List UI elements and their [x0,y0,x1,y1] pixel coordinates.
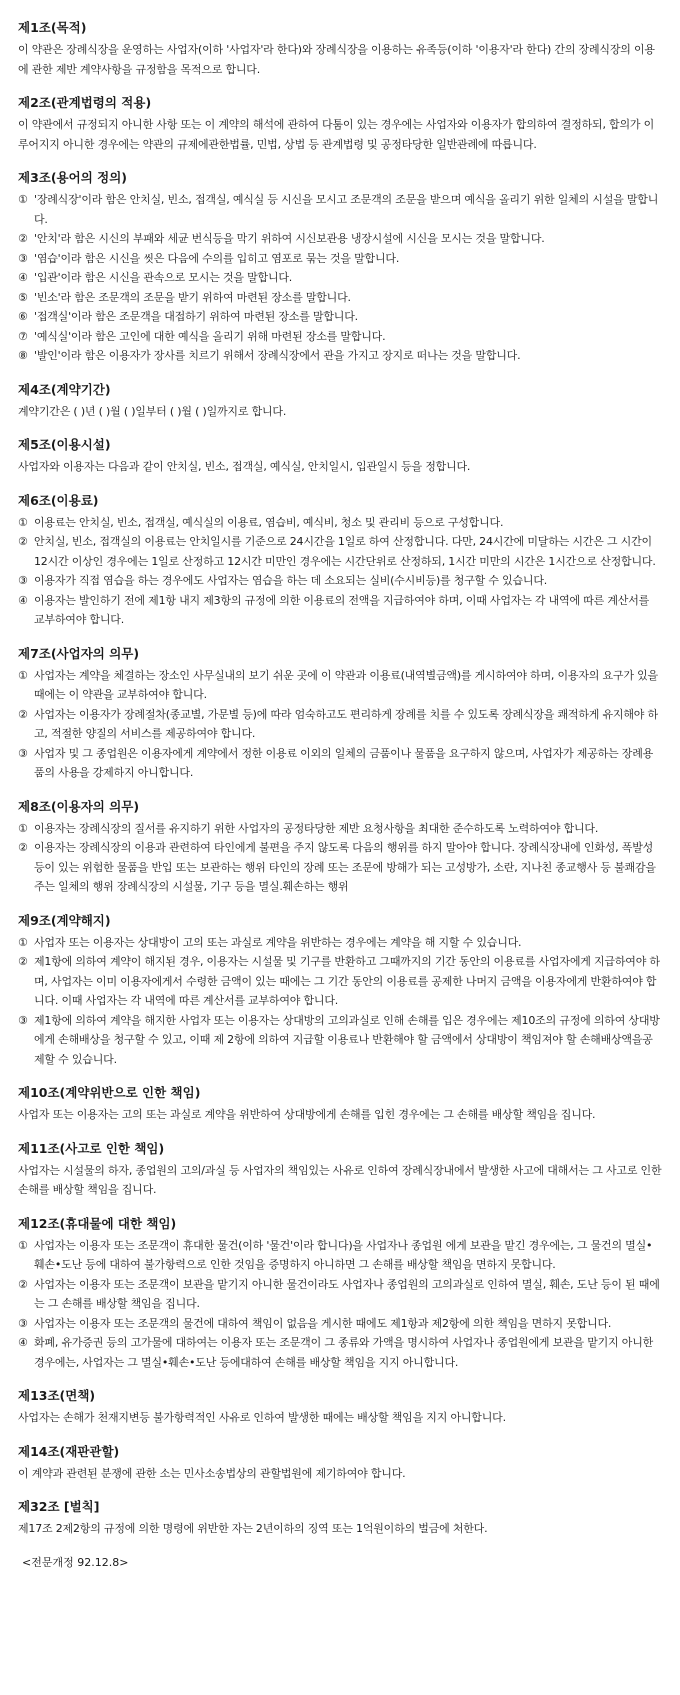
article-section [18,18,662,79]
article-title: 제8조(이용자의 의무) [18,798,140,814]
article-clause [18,819,662,839]
clause-text: 제1항에 의하여 계약이 해지된 경우, 이용자는 시설물 및 기구를 반환하고 그때까지의 기간 동안의 이용료를 사업자에게 지급하여야 하며, 사업자는 이미 이용자에게서 수령한 금액이 있는 때에는 그 기간 동안의 이용료를 공제한 나머지 금액을 이용자에게 반환하여야 합니다. 이때 사업자는 각 내역에 따른 계산서를 교부하여야 합니다. [34,955,660,1007]
article-paragraph: 이 약관은 장례식장을 운영하는 사업자(이하 '사업자'라 한다)와 장례식장을 이용하는 유족등(이하 '이용자'라 한다) 간의 장례식장의 이용에 관한 제반 계약사항을 규정함을 목적으로 합니다. [18,43,655,76]
clause-number: ⑤ [18,290,28,304]
clause-number: ① [18,668,28,682]
article-paragraph: 제17조 2제2항의 규정에 의한 명령에 위반한 자는 2년이하의 징역 또는 1억원이하의 벌금에 처한다. [18,1522,488,1535]
article-title: 제6조(이용료) [18,492,99,508]
clause-number: ② [18,535,28,548]
clause-text: 사업자는 이용자 또는 조문객이 휴대한 물건(이하 '물건'이라 합니다)을 사업자나 종업원 에게 보관을 맡긴 경우에는, 그 물건의 멸실•훼손•도난 등에 대하여 불가항력으로 인한 것임을 증명하지 아니하면 그 손해를 배상할 책임을 면하지 못합니다. [34,1238,653,1271]
article-title: 제9조(계약해지) [18,912,111,928]
article-paragraph: 이 계약과 관련된 분쟁에 관한 소는 민사소송법상의 관할법원에 제기하여야 합니다. [18,1466,406,1480]
article-section [18,797,662,897]
article-clause [18,346,662,366]
article-clause [18,268,662,288]
article-section [18,435,662,477]
clause-number: ② [18,1277,28,1291]
article-clause [18,1011,662,1070]
clause-text: '장례식장'이라 함은 안치실, 빈소, 접객실, 예식실 등 시신을 모시고 조문객의 조문을 받으며 예식을 올리기 위한 일체의 시설을 말합니다. [34,193,659,226]
clause-text: 이용자가 직접 염습을 하는 경우에도 사업자는 염습을 하는 데 소요되는 실비(수시비등)를 청구할 수 있습니다. [34,574,548,587]
clause-text: 안치실, 빈소, 접객실의 이용료는 안치일시를 기준으로 24시간을 1일로 하여 산정합니다. 다만, 24시간에 미달하는 시간은 그 시간이 12시간 이상인 경우에는 1일로 산정하고 12시간 미만인 경우에는 시간단위로 산정하되, 1시간 미만의 시간은 1시간으로 산정합니다. [34,535,656,568]
article-title: 제12조(휴대물에 대한 책임) [18,1215,177,1231]
clause-number: ① [18,1238,28,1252]
article-section [18,168,662,366]
article-section [18,93,662,154]
article-section [18,644,662,783]
article-clause [18,591,662,630]
revision-note: <전문개정 92.12.8> [22,1555,129,1569]
clause-text: '입관'이라 함은 시신을 관속으로 모시는 것을 말합니다. [34,271,293,284]
article-title: 제14조(재판관할) [18,1443,120,1459]
article-title: 제7조(사업자의 의무) [18,645,140,661]
article-paragraph: 사업자와 이용자는 다음과 같이 안치실, 빈소, 접객실, 예식실, 안치일시, 입관일시 등을 정합니다. [18,460,471,473]
article-clause [18,571,662,591]
article-clause [18,229,662,249]
article-section [18,911,662,1070]
article-paragraph: 계약기간은 ( )년 ( )월 ( )일부터 ( )월 ( )일까지로 합니다. [18,404,287,418]
article-clause [18,1333,662,1372]
clause-number: ⑧ [18,349,28,362]
article-section [18,1386,662,1428]
clause-number: ④ [18,1336,28,1349]
clause-text: '빈소'라 함은 조문객의 조문을 받기 위하여 마련된 장소를 말합니다. [34,290,351,304]
article-section [18,1214,662,1373]
article-title: 제5조(이용시설) [18,437,111,452]
article-clause [18,1314,662,1334]
article-section [18,380,662,422]
clause-number: ③ [18,1316,28,1330]
clause-number: ② [18,841,28,854]
article-paragraph: 사업자는 손해가 천재지변등 불가항력적인 사유로 인하여 발생한 때에는 배상할 책임을 지지 아니합니다. [18,1411,506,1424]
clause-text: '염습'이라 함은 시신을 씻은 다음에 수의를 입히고 염포로 묶는 것을 말합니다. [34,251,400,265]
clause-number: ③ [18,1013,28,1027]
clause-number: ④ [18,271,28,284]
clause-number: ① [18,193,28,206]
clause-number: ③ [18,746,28,760]
article-clause [18,1236,662,1275]
clause-text: 사업자는 이용자 또는 조문객이 보관을 맡기지 아니한 물건이라도 사업자나 종업원의 고의과실로 인하여 멸실, 훼손, 도난 등이 된 때에는 그 손해를 배상할 책임을 집니다. [34,1277,660,1310]
clause-number: ① [18,515,28,529]
clause-text: 사업자는 계약을 체결하는 장소인 사무실내의 보기 쉬운 곳에 이 약관과 이용료(내역별금액)를 게시하여야 하며, 이용자의 요구가 있을 때에는 이 약관을 교부하여야 합니다. [34,668,658,701]
clause-text: 사업자는 이용자가 장례절차(종교별, 가문별 등)에 따라 엄숙하고도 편리하게 장례를 치를 수 있도록 장례식장을 쾌적하게 유지해야 하고, 적절한 양질의 서비스를 제공하여야 합니다. [34,707,658,740]
clause-text: 사업자 및 그 종업원은 이용자에게 계약에서 정한 이용료 이외의 일체의 금품이나 물품을 요구하지 않으며, 사업자가 제공하는 장례용품의 사용을 강제하지 아니합니다. [34,746,654,779]
article-clause [18,190,662,229]
clause-number: ⑦ [18,329,28,343]
article-clause [18,838,662,897]
article-paragraph: 이 약관에서 규정되지 아니한 사항 또는 이 계약의 해석에 관하여 다툼이 있는 경우에는 사업자와 이용자가 합의하여 결정하되, 합의가 이루어지지 아니한 경우에는 약관의 규제에관한법률, 민법, 상법 등 관계법령 및 공정타당한 일반관례에 따릅니다. [18,118,655,151]
article-clause [18,249,662,269]
clause-number: ③ [18,574,28,587]
article-clause [18,705,662,744]
clause-number: ④ [18,593,28,607]
article-title: 제10조(계약위반으로 인한 책임) [18,1085,201,1100]
clause-text: 제1항에 의하여 계약을 해지한 사업자 또는 이용자는 상대방의 고의과실로 인해 손해를 입은 경우에는 제10조의 규정에 의하여 상대방에게 손해배상을 청구할 수 있고, 이때 제 2항에 의하여 지급할 이용료나 반환해야 할 금액에서 상대방이 책임져야 할 손해배상액을공제할 수 있습니다. [34,1013,660,1066]
clause-text: 사업자는 이용자 또는 조문객의 물건에 대하여 책임이 없음을 게시한 때에도 제1항과 제2항에 의한 책임을 면하지 못합니다. [34,1316,612,1330]
clause-text: 사업자 또는 이용자는 상대방이 고의 또는 과실로 계약을 위반하는 경우에는 계약을 해 지할 수 있습니다. [34,935,522,949]
article-clause [18,666,662,705]
clause-number: ① [18,821,28,835]
article-paragraph: 사업자 또는 이용자는 고의 또는 과실로 계약을 위반하여 상대방에게 손해를 입힌 경우에는 그 손해를 배상할 책임을 집니다. [18,1108,596,1121]
clause-text: 이용자는 장례식장의 질서를 유지하기 위한 사업자의 공정타당한 제반 요청사항을 최대한 준수하도록 노력하여야 합니다. [34,821,599,835]
article-section [18,1497,662,1539]
clause-text: '접객실'이라 함은 조문객을 대접하기 위하여 마련된 장소를 말합니다. [34,310,358,323]
article-clause [18,307,662,327]
clause-text: '예식실'이라 함은 고인에 대한 예식을 올리기 위해 마련된 장소를 말합니다. [34,329,386,343]
article-title: 제1조(목적) [18,20,87,35]
clause-number: ⑥ [18,310,28,323]
article-clause [18,1275,662,1314]
clause-number: ② [18,955,28,968]
clause-text: 이용자는 장례식장의 이용과 관련하여 타인에게 불편을 주지 않도록 다음의 행위를 하지 말아야 합니다. 장례식장내에 인화성, 폭발성 등이 있는 위험한 물품을 반입 또는 보관하는 행위 타인의 장례 또는 조문에 방해가 되는 고성방가, 소란, 지나친 종교행사 등 불쾌감을 주는 일체의 행위 장례식장의 시설물, 기구 등을 멸실.훼손하는 행위 [34,841,656,893]
article-paragraph: 사업자는 시설물의 하자, 종업원의 고의/과실 등 사업자의 책임있는 사유로 인하여 장례식장내에서 발생한 사고에 대해서는 그 사고로 인한 손해를 배상할 책임을 집니다. [18,1163,662,1196]
article-clause [18,933,662,953]
article-title: 제11조(사고로 인한 책임) [18,1140,165,1156]
clause-number: ② [18,232,28,245]
clause-text: 이용료는 안치실, 빈소, 접객실, 예식실의 이용료, 염습비, 예식비, 청소 및 관리비 등으로 구성합니다. [34,515,504,529]
article-clause [18,532,662,571]
article-section [18,1139,662,1200]
article-clause [18,952,662,1011]
clause-number: ② [18,707,28,721]
article-title: 제4조(계약기간) [18,381,111,397]
article-clause [18,327,662,347]
clause-text: '안치'라 함은 시신의 부패와 세균 번식등을 막기 위하여 시신보관용 냉장시설에 시신을 모시는 것을 말합니다. [34,232,545,245]
clause-number: ① [18,935,28,949]
article-section [18,1083,662,1125]
article-section [18,1442,662,1484]
article-clause [18,513,662,533]
article-clause [18,288,662,308]
article-section [18,491,662,630]
article-title: 제32조 [벌칙] [18,1499,100,1514]
article-title: 제13조(면책) [18,1388,96,1403]
clause-number: ③ [18,251,28,265]
clause-text: '발인'이라 함은 이용자가 장사를 치르기 위해서 장례식장에서 관을 가지고 장지로 떠나는 것을 말합니다. [34,349,521,362]
clause-text: 이용자는 발인하기 전에 제1항 내지 제3항의 규정에 의한 이용료의 전액을 지급하여야 하며, 이때 사업자는 각 내역에 따른 계산서를 교부하여야 합니다. [34,593,650,626]
article-title: 제2조(관계법령의 적용) [18,95,152,110]
article-title: 제3조(용어의 정의) [18,170,128,185]
clause-text: 화폐, 유가증권 등의 고가물에 대하여는 이용자 또는 조문객이 그 종류와 가액을 명시하여 사업자나 종업원에게 보관을 맡기지 아니한 경우에는, 사업자는 그 멸실•훼손•도난 등에대하여 손해를 배상할 책임을 지지 아니합니다. [34,1336,654,1369]
article-clause [18,744,662,783]
